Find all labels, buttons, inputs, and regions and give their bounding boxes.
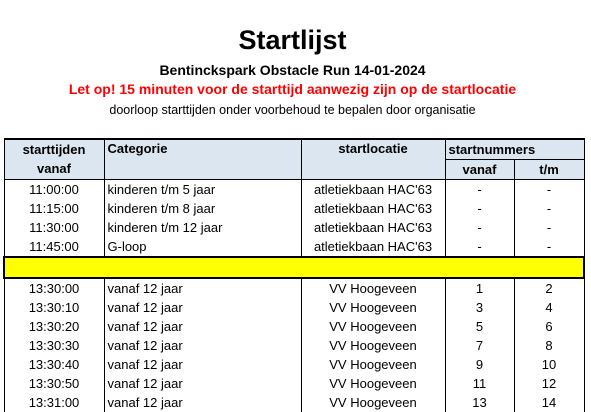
number-to-cell: 8 (514, 336, 584, 355)
start-time-cell: 13:30:50 (4, 374, 104, 393)
location-cell: atletiekbaan HAC'63 (301, 237, 445, 257)
number-from-cell: 5 (445, 317, 514, 336)
table-row (4, 355, 584, 374)
location-cell: atletiekbaan HAC'63 (301, 199, 445, 218)
location-cell: VV Hoogeveen (301, 317, 445, 336)
location-cell: atletiekbaan HAC'63 (301, 218, 445, 237)
location-cell: VV Hoogeveen (301, 355, 445, 374)
location-cell: VV Hoogeveen (301, 336, 445, 355)
number-to-cell: 6 (514, 317, 584, 336)
page-title: Startlijst (238, 25, 347, 55)
number-to-cell: - (514, 199, 584, 218)
location-cell: VV Hoogeveen (301, 393, 445, 412)
category-cell: vanaf 12 jaar (104, 336, 301, 355)
location-cell: VV Hoogeveen (301, 278, 445, 298)
location-cell: atletiekbaan HAC'63 (301, 180, 445, 200)
header-location: startlocatie (301, 139, 445, 180)
category-cell: kinderen t/m 8 jaar (104, 199, 301, 218)
start-time-cell: 13:30:00 (4, 278, 104, 298)
number-from-cell: 7 (445, 336, 514, 355)
table-row (4, 199, 584, 218)
rows-afternoon (4, 278, 584, 412)
table-row (4, 317, 584, 336)
location-cell: VV Hoogeveen (301, 374, 445, 393)
event-subtitle: Bentinckspark Obstacle Run 14-01-2024 (159, 62, 426, 78)
start-time-cell: 13:30:30 (4, 336, 104, 355)
start-time-cell: 11:30:00 (4, 218, 104, 237)
number-from-cell: - (445, 237, 514, 257)
table-row (4, 180, 584, 200)
number-to-cell: 10 (514, 355, 584, 374)
start-time-cell: 11:15:00 (4, 199, 104, 218)
number-from-cell: - (445, 199, 514, 218)
start-time-cell: 11:45:00 (4, 237, 104, 257)
header-category: Categorie (104, 139, 301, 180)
start-time-cell: 13:30:20 (4, 317, 104, 336)
location-cell: VV Hoogeveen (301, 298, 445, 317)
number-from-cell: 13 (445, 393, 514, 412)
header-start-times: starttijden (4, 139, 104, 160)
category-cell: vanaf 12 jaar (104, 355, 301, 374)
number-to-cell: 4 (514, 298, 584, 317)
number-from-cell: - (445, 180, 514, 200)
warning-text: Let op! 15 minuten voor de starttijd aanwezig zijn op de startlocatie (68, 81, 517, 97)
number-to-cell: 2 (514, 278, 584, 298)
category-cell: kinderen t/m 5 jaar (104, 180, 301, 200)
category-cell: G-loop (104, 237, 301, 257)
separator-row (4, 257, 584, 278)
rows-morning (4, 180, 584, 258)
table-row (4, 218, 584, 237)
start-list-table (3, 138, 583, 412)
category-cell: vanaf 12 jaar (104, 393, 301, 412)
start-time-cell: 13:30:40 (4, 355, 104, 374)
start-time-cell: 11:00:00 (4, 180, 104, 200)
separator-cell (4, 257, 584, 278)
number-to-cell: - (514, 237, 584, 257)
table-row (4, 278, 584, 298)
header-numbers-from: vanaf (445, 160, 514, 180)
category-cell: vanaf 12 jaar (104, 317, 301, 336)
table-row (4, 237, 584, 257)
table-row (4, 298, 584, 317)
number-from-cell: 9 (445, 355, 514, 374)
header-start-times-from: vanaf (4, 160, 104, 180)
number-to-cell: - (514, 218, 584, 237)
note-text: doorloop starttijden onder voorbehoud te bepalen door organisatie (109, 103, 476, 117)
number-from-cell: - (445, 218, 514, 237)
start-time-cell: 13:31:00 (4, 393, 104, 412)
category-cell: kinderen t/m 12 jaar (104, 218, 301, 237)
separator-section (4, 257, 584, 278)
number-to-cell: 14 (514, 393, 584, 412)
header-numbers-to: t/m (514, 160, 584, 180)
number-from-cell: 1 (445, 278, 514, 298)
table-row (4, 336, 584, 355)
number-to-cell: - (514, 180, 584, 200)
start-time-cell: 13:30:10 (4, 298, 104, 317)
number-from-cell: 3 (445, 298, 514, 317)
header-start-numbers: startnummers (445, 139, 584, 160)
number-from-cell: 11 (445, 374, 514, 393)
category-cell: vanaf 12 jaar (104, 298, 301, 317)
category-cell: vanaf 12 jaar (104, 374, 301, 393)
number-to-cell: 12 (514, 374, 584, 393)
category-cell: vanaf 12 jaar (104, 278, 301, 298)
table-row (4, 374, 584, 393)
